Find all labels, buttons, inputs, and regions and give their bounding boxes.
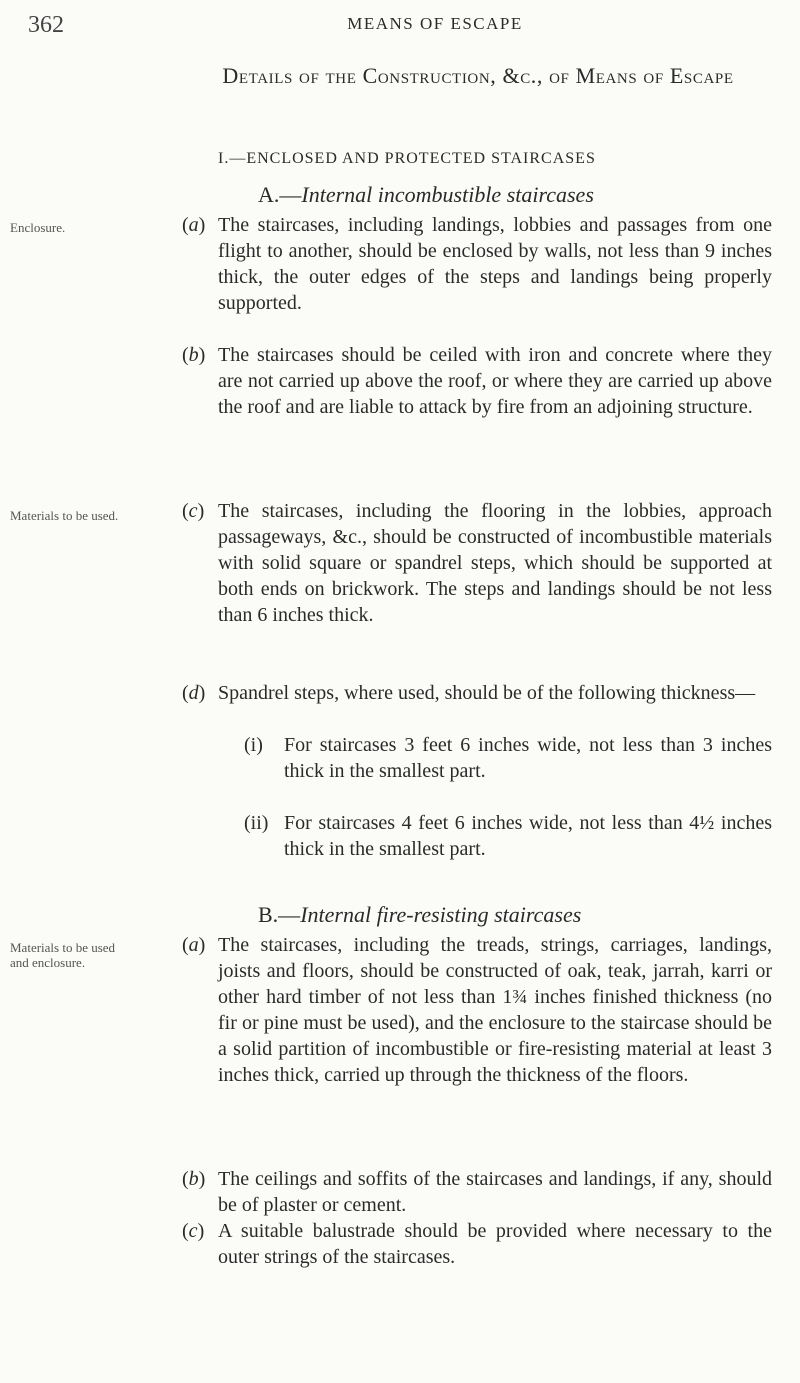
clause-b-a <box>182 932 772 1088</box>
item-text: For staircases 3 feet 6 inches wide, not less than 3 inches thick in the smallest part. <box>284 734 772 782</box>
clause-a-c <box>182 498 772 628</box>
clause-marker: (a) <box>182 934 206 956</box>
item-marker: (ii) <box>244 812 269 834</box>
clause-marker: (c) <box>182 1220 205 1242</box>
clause-text: A suitable balustrade should be provided where necessary to the outer strings of the staircases. <box>218 1220 772 1268</box>
clause-text: The staircases, including the flooring in the lobbies, approach passageways, &c., should be constructed of incombustible materials with solid square or spandrel steps, which should be supported at both ends on brickwork. The steps and landings should be not less than 6 inches thick. <box>218 500 772 626</box>
clause-text: The staircases should be ceiled with iron and concrete where they are not carried up above the roof, or where they are carried up above the roof and are liable to attack by fire from an adjoining structure. <box>218 344 772 418</box>
section-heading: I.—ENCLOSED AND PROTECTED STAIRCASES <box>218 150 596 167</box>
clause-a-a <box>182 212 772 316</box>
running-head: MEANS OF ESCAPE <box>347 14 523 33</box>
item-marker: (i) <box>244 734 263 756</box>
clause-b-b <box>182 1166 772 1218</box>
subsection-a-prefix: A.— <box>258 182 302 207</box>
clause-a-b <box>182 342 772 420</box>
subsection-heading-a <box>258 182 594 208</box>
subsection-a-title: Internal incombustible staircases <box>301 182 594 207</box>
clause-marker: (c) <box>182 500 205 522</box>
clause-text: The ceilings and soffits of the staircases and landings, if any, should be of plaster or cement. <box>218 1168 772 1216</box>
clause-text: Spandrel steps, where used, should be of the following thickness— <box>218 682 756 704</box>
subsection-b-prefix: B.— <box>258 902 301 927</box>
subsection-b-title: Internal fire-resisting staircases <box>300 902 582 927</box>
clause-a-d-i <box>244 732 772 784</box>
item-text: For staircases 4 feet 6 inches wide, not less than 4½ inches thick in the smallest part. <box>284 812 772 860</box>
clause-text: The staircases, including the treads, strings, carriages, landings, joists and floors, should be constructed of oak, teak, jarrah, karri or other hard timber of not less than 1¾ inches finished thickness (no fir or pine must be used), and the enclosure to the staircase should be a solid partition of incombustible or fire-resisting material at least 3 inches thick, carried up through the thickness of the floors. <box>218 934 772 1086</box>
margin-note-materials-enclosure: Materials to be used and enclosure. <box>10 940 116 970</box>
clause-a-d <box>182 680 772 706</box>
clause-marker: (a) <box>182 214 206 236</box>
margin-note-materials: Materials to be used. <box>10 508 119 523</box>
clause-text: The staircases, including landings, lobbies and passages from one flight to another, should be enclosed by walls, not less than 9 inches thick, the outer edges of the steps and landings being properly supported. <box>218 214 772 314</box>
clause-marker: (b) <box>182 1168 206 1190</box>
clause-marker: (b) <box>182 344 206 366</box>
page-title: Details of the Construction, &c., of Means of Escape <box>222 63 734 88</box>
clause-b-c <box>182 1218 772 1270</box>
clause-a-d-ii <box>244 810 772 862</box>
clause-marker: (d) <box>182 682 206 704</box>
page-number: 362 <box>28 12 64 38</box>
subsection-heading-b <box>258 902 581 928</box>
margin-note-enclosure: Enclosure. <box>10 220 66 235</box>
